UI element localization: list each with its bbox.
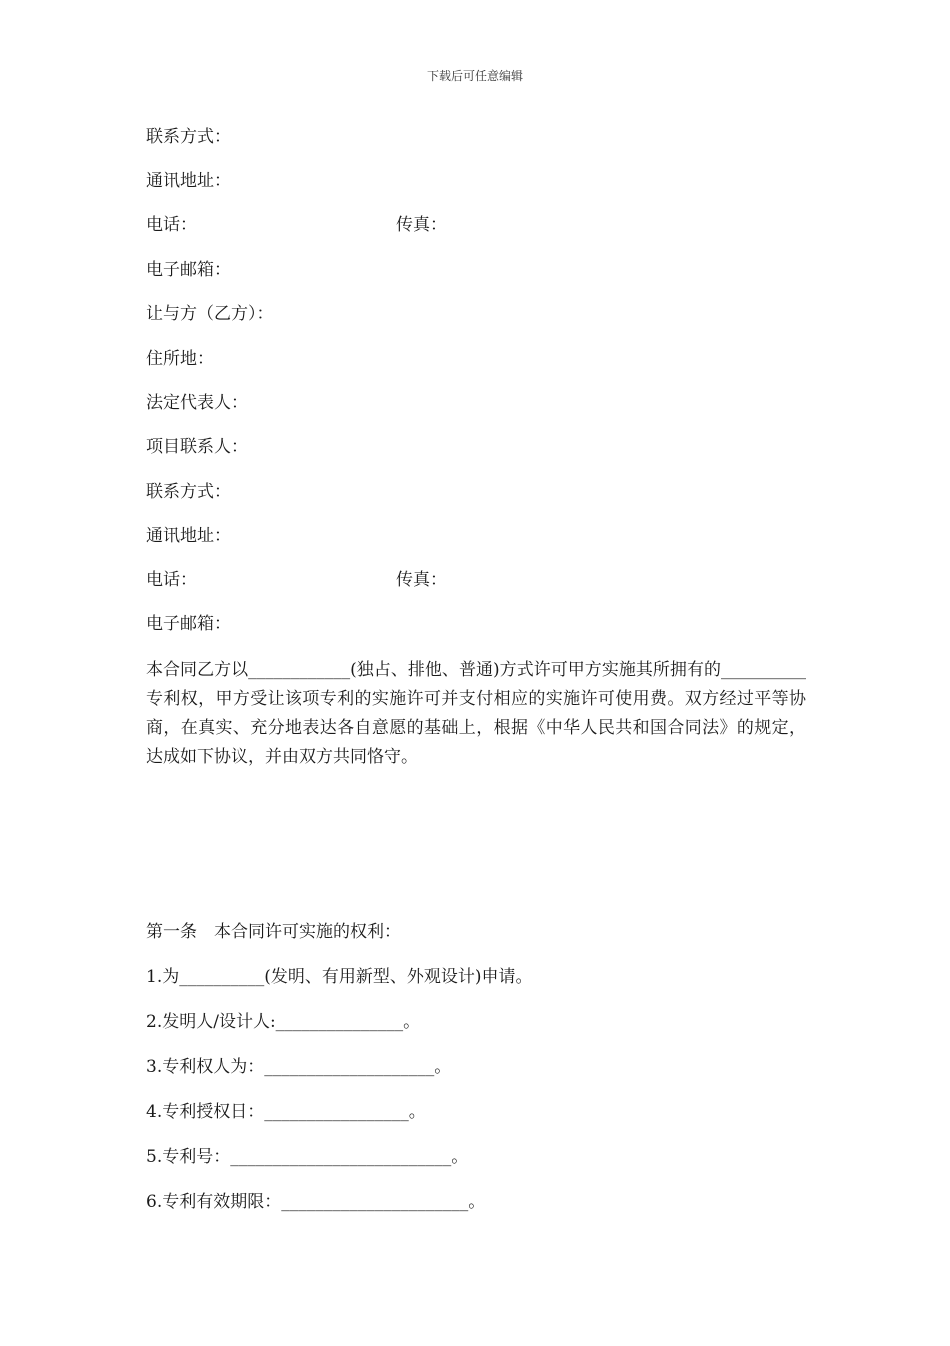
party-b-contact-method: 联系方式： [146,482,231,502]
party-b-email: 电子邮箱： [146,614,231,634]
party-b-fax: 传真： [396,570,447,590]
party-a-fax: 传真： [396,215,447,235]
party-a-address: 通讯地址： [146,171,231,191]
article-1-item-5: 5.专利号：__________________________。 [146,1147,469,1167]
party-a-phone: 电话： [146,215,197,235]
article-1-item-4: 4.专利授权日：_________________。 [146,1102,426,1122]
party-b-title: 让与方（乙方）： [146,304,274,324]
article-1-title: 第一条 本合同许可实施的权利： [146,922,401,942]
party-b-legal-rep: 法定代表人： [146,393,248,413]
party-b-project-contact: 项目联系人： [146,437,248,457]
article-1-item-1: 1.为__________(发明、有用新型、外观设计)申请。 [146,967,533,987]
page-header: 下载后可任意编辑 [426,69,523,83]
party-b-residence: 住所地： [146,349,214,369]
article-1-item-3: 3.专利权人为：____________________。 [146,1057,452,1077]
party-b-address: 通讯地址： [146,526,231,546]
article-1-item-6: 6.专利有效期限：______________________。 [146,1192,486,1212]
party-a-contact-method: 联系方式： [146,127,231,147]
article-1-item-2: 2.发明人/设计人:_______________。 [146,1012,421,1032]
party-a-email: 电子邮箱： [146,260,231,280]
preamble-paragraph: 本合同乙方以____________(独占、排他、普通)方式许可甲方实施其所拥有的__________专利权，甲方受让该项专利的实施许可并支付相应的实施许可使用费。双方经过平等协商，在真实、充分地表达各自意愿的基础上，根据《中华人民共和国合同法》的规定，达成如下协议，并由双方共同恪守。 [146,660,806,767]
party-b-phone: 电话： [146,570,197,590]
